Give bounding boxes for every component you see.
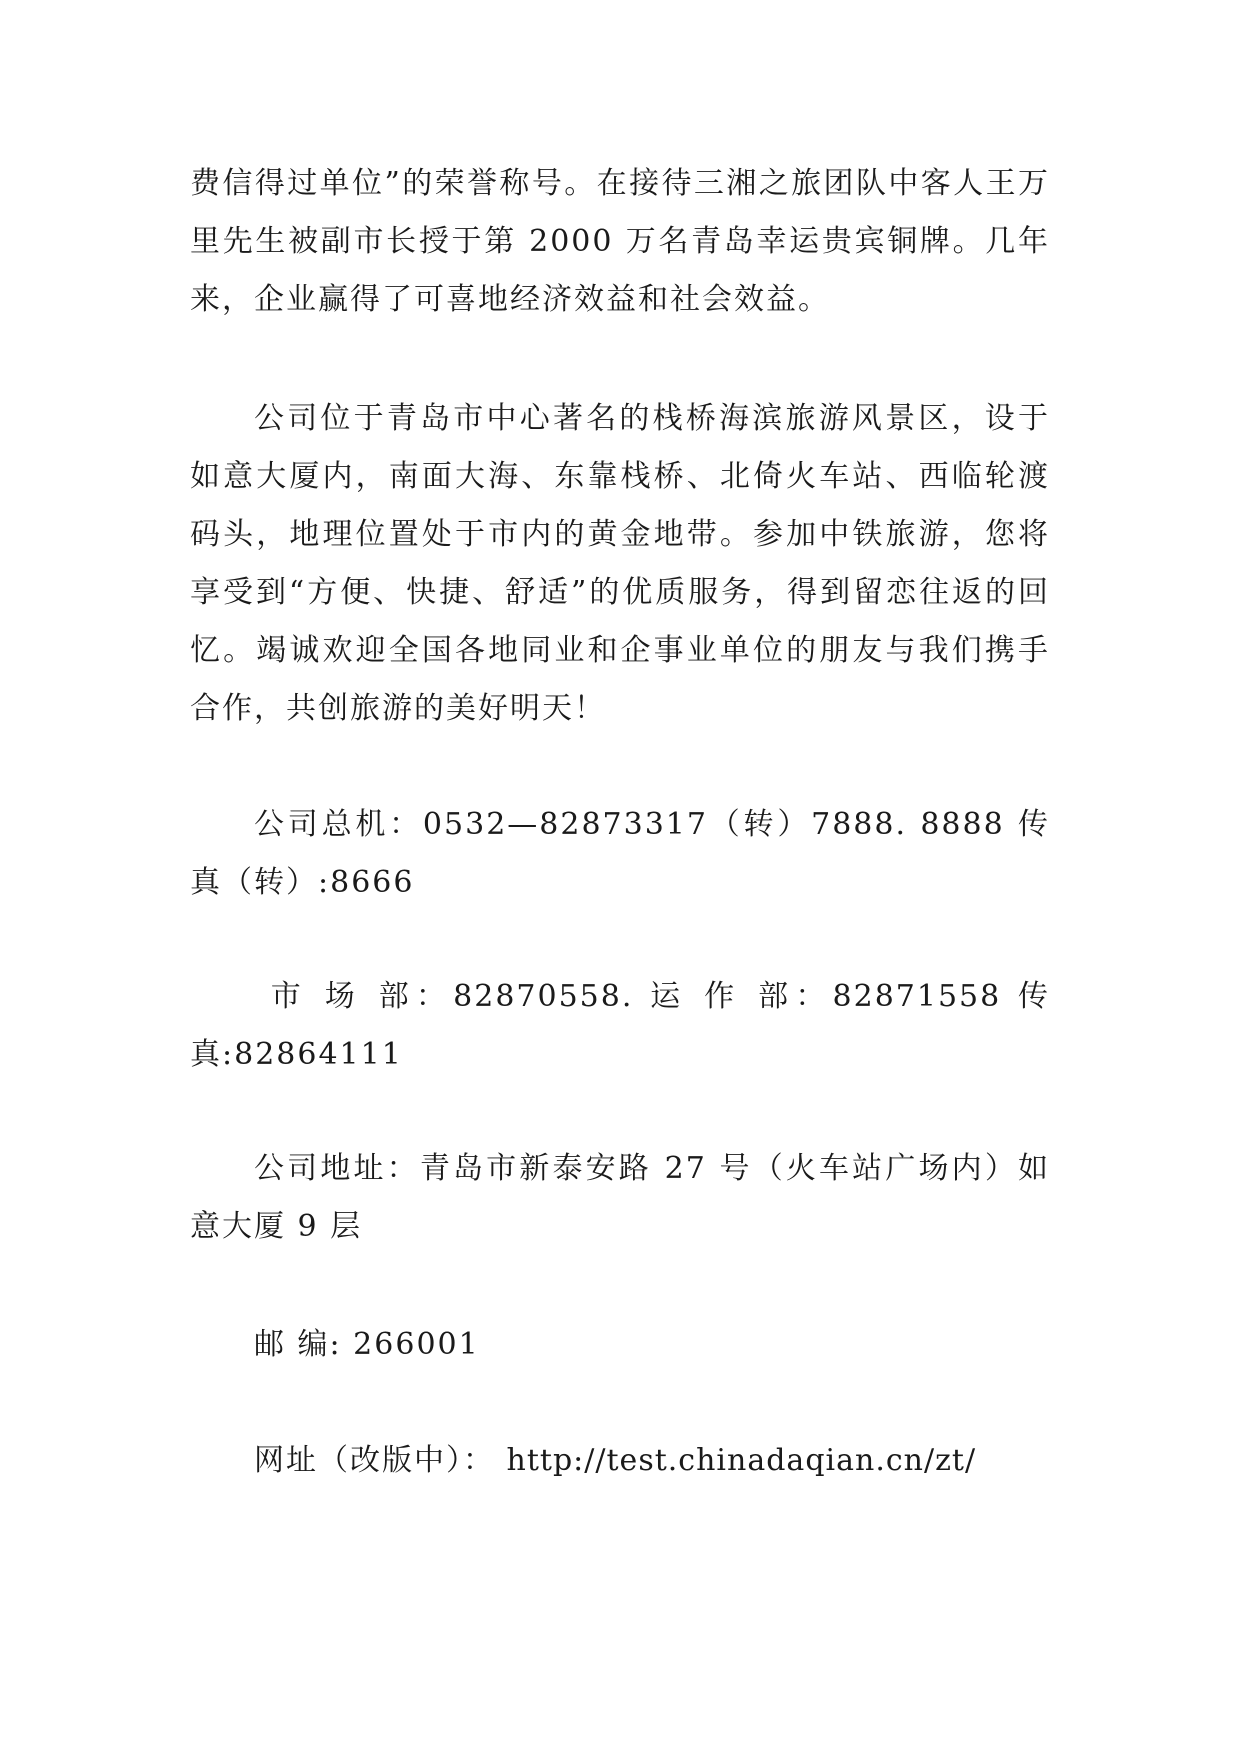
website-url[interactable]: http://test.chinadaqian.cn/zt/ (506, 1443, 977, 1478)
paragraph-postcode: 邮 编: 266001 (254, 1327, 480, 1362)
website-label: 网址（改版中）： (254, 1443, 495, 1478)
paragraph-switchboard: 公司总机：0532—82873317（转）7888. 8888 传 真（转）:8666 (190, 807, 1062, 900)
paragraph-departments: 市 场 部：82870558. 运 作 部：82871558 传真:82864111 (190, 979, 1050, 1072)
paragraph-company-intro: 公司位于青岛市中心著名的栈桥海滨旅游风景区，设于如意大厦内，南面大海、东靠栈桥、北倚火车站、西临轮渡码头，地理位置处于市内的黄金地带。参加中铁旅游，您将享受到“方便、快捷、舒适”的优质服务，得到留恋往返的回忆。竭诚欢迎全国各地同业和企事业单位的朋友与我们携手合作，共创旅游的美好明天！ (190, 401, 1050, 726)
paragraph-website (190, 1432, 1050, 1490)
paragraph-continued: 费信得过单位”的荣誉称号。在接待三湘之旅团队中客人王万里先生被副市长授于第 2000 万名青岛幸运贵宾铜牌。几年来，企业赢得了可喜地经济效益和社会效益。 (190, 166, 1050, 317)
paragraph-address: 公司地址：青岛市新泰安路 27 号（火车站广场内）如意大厦 9 层 (190, 1151, 1050, 1244)
